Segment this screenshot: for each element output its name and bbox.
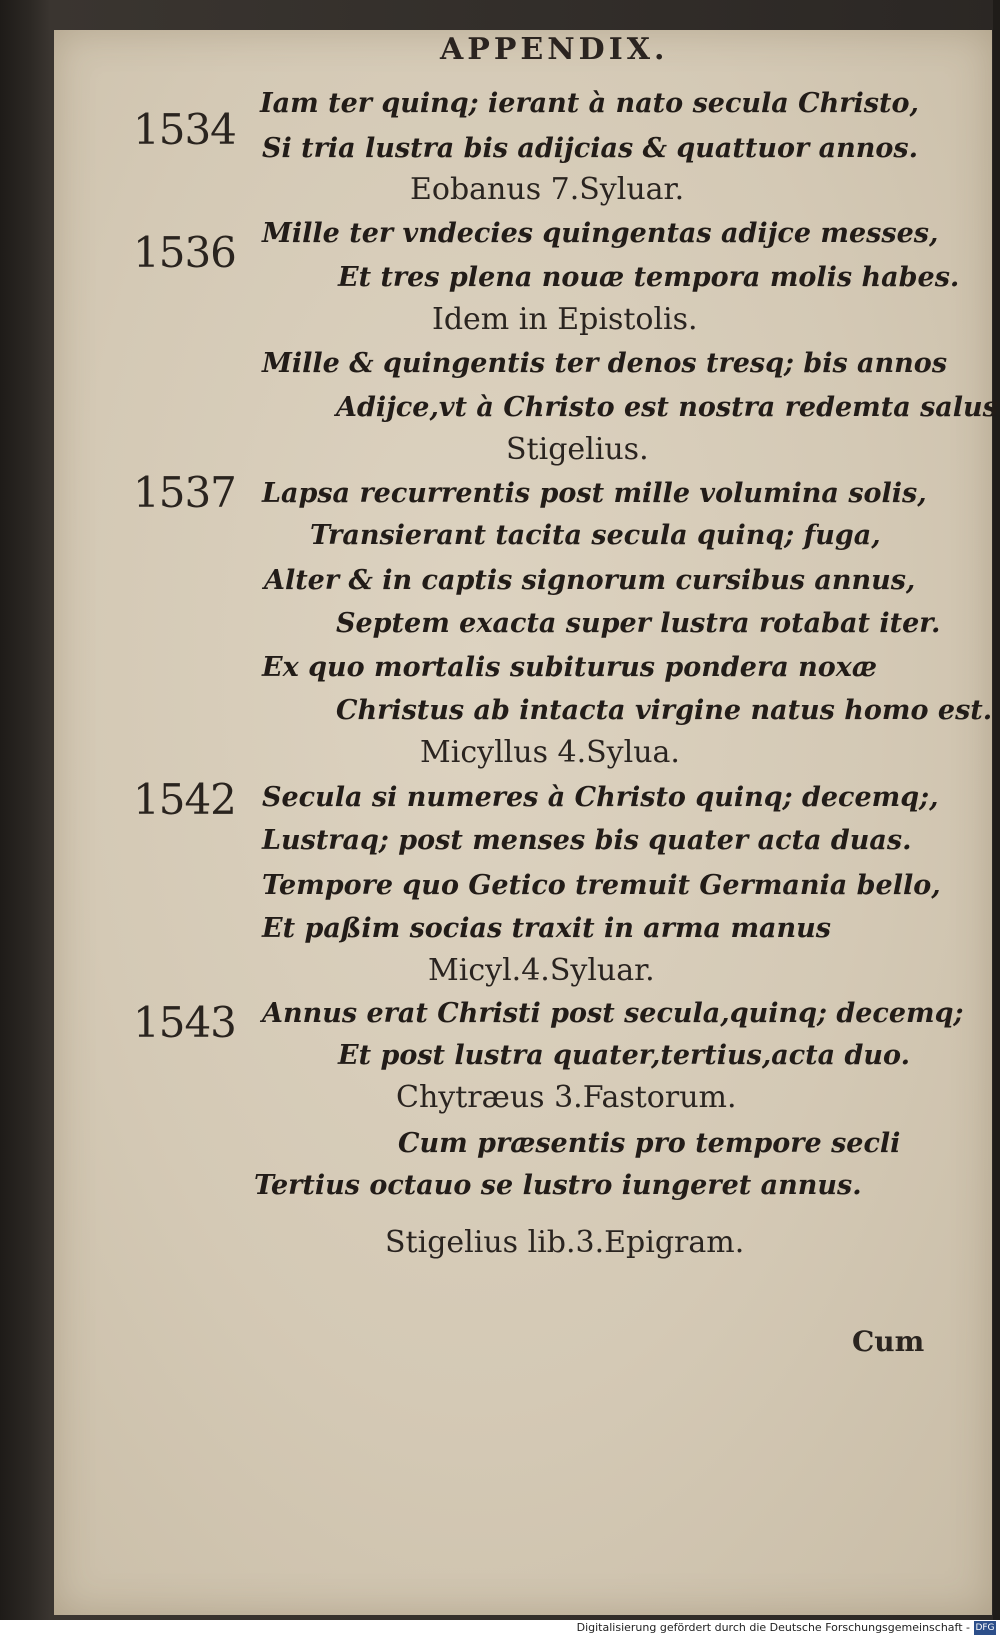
verse-line: Si tria lustra bis adijcias & quattuor annos.: [262, 133, 918, 164]
verse-line: Annus erat Christi post secula,quinq; decemq;: [262, 998, 964, 1029]
year-marginal-1536: 1536: [133, 228, 236, 277]
year-marginal-1537: 1537: [133, 468, 236, 517]
verse-line: Cum præsentis pro tempore secli: [398, 1128, 901, 1159]
verse-line: Secula si numeres à Christo quinq; decemq;,: [262, 782, 939, 813]
verse-line: Tertius octauo se lustro iungeret annus.: [254, 1170, 862, 1201]
citation: Eobanus 7.Syluar.: [410, 172, 685, 207]
citation: Stigelius lib.3.Epigram.: [385, 1225, 745, 1260]
dfg-logo: DFG: [975, 1623, 995, 1633]
year-marginal-1534: 1534: [133, 105, 236, 154]
verse-line: Mille & quingentis ter denos tresq; bis annos: [262, 348, 948, 379]
funding-credit: Digitalisierung gefördert durch die Deutsche Forschungsgemeinschaft -: [576, 1621, 970, 1634]
verse-line: Lustraq; post menses bis quater acta duas.: [262, 825, 912, 856]
digitization-footer: [0, 1620, 1000, 1638]
year-marginal-1542: 1542: [133, 775, 236, 824]
catchword: Cum: [852, 1325, 925, 1358]
verse-line: Ex quo mortalis subiturus pondera noxæ: [262, 652, 877, 683]
verse-line: Tempore quo Getico tremuit Germania bello,: [262, 870, 941, 901]
page-edge: [993, 0, 1000, 1620]
verse-line: Et paßim socias traxit in arma manus: [262, 913, 831, 944]
citation: Idem in Epistolis.: [432, 302, 698, 337]
running-header: APPENDIX.: [440, 32, 669, 67]
verse-line: Adijce,vt à Christo est nostra redemta salus: [336, 392, 998, 423]
verse-line: Iam ter quinq; ierant à nato secula Christo,: [260, 88, 919, 119]
verse-line: Christus ab intacta virgine natus homo est.: [336, 695, 993, 726]
citation: Micyllus 4.Sylua.: [420, 735, 680, 770]
citation: Chytræus 3.Fastorum.: [396, 1080, 737, 1115]
verse-line: Et tres plena nouæ tempora molis habes.: [338, 262, 960, 293]
verse-line: Lapsa recurrentis post mille volumina solis,: [262, 478, 927, 509]
year-marginal-1543: 1543: [133, 998, 236, 1047]
verse-line: Alter & in captis signorum cursibus annus,: [264, 565, 916, 596]
verse-line: Mille ter vndecies quingentas adijce messes,: [262, 218, 939, 249]
citation: Stigelius.: [506, 432, 649, 467]
citation: Micyl.4.Syluar.: [428, 953, 655, 988]
verse-line: Septem exacta super lustra rotabat iter.: [336, 608, 941, 639]
verse-line: Et post lustra quater,tertius,acta duo.: [338, 1040, 910, 1071]
verse-line: Transierant tacita secula quinq; fuga,: [310, 520, 881, 551]
